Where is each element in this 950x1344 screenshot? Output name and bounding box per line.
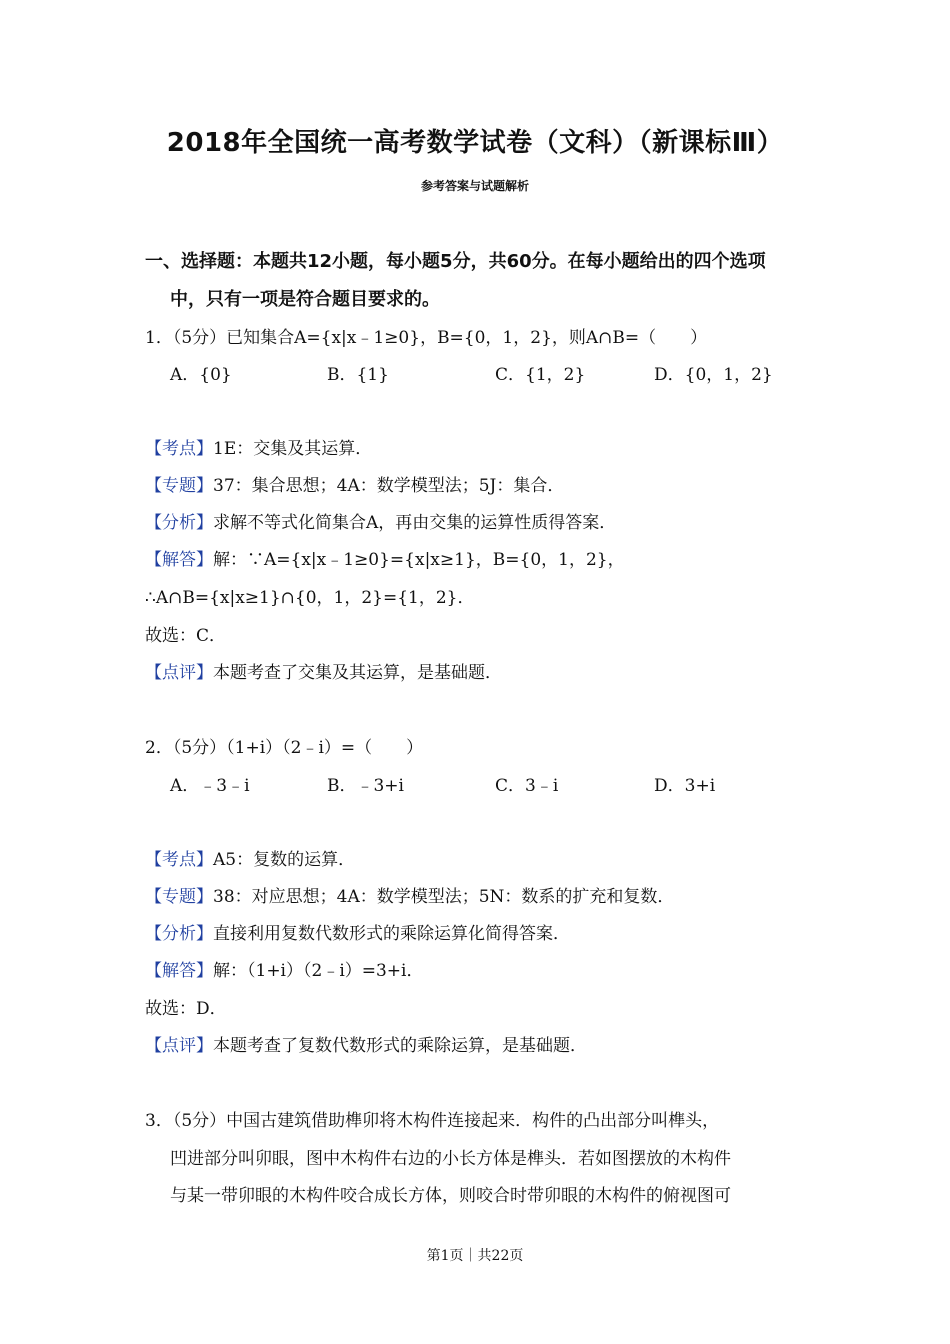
- q1-fenxi-text: 求解不等式化简集合A，再由交集的运算性质得答案．: [213, 513, 617, 533]
- q2-dianping-text: 本题考查了复数代数形式的乘除运算，是基础题．: [213, 1036, 587, 1056]
- q1-kaodian: [145, 434, 372, 459]
- q1-kaodian-text: 1E：交集及其运算．: [213, 439, 373, 459]
- q1-dianping: [145, 658, 502, 683]
- q1-jieda: [145, 545, 625, 570]
- q1-jieda-line2: ∴A∩B={x|x≥1}∩{0，1，2}={1，2}．: [145, 588, 475, 608]
- q1-stem: 1．（5分）已知集合A={x|x﹣1≥0}，B={0，1，2}，则A∩B=（ ）: [145, 328, 708, 348]
- q2-zhuanti-tag: 【专题】: [145, 887, 213, 907]
- q2-jieda: [145, 956, 424, 981]
- q3-line2: 凹进部分叫卯眼，图中木构件右边的小长方体是榫头．若如图摆放的木构件: [170, 1149, 731, 1169]
- q2-jieda-text: 解：（1+i）（2﹣i）=3+i．: [213, 961, 424, 981]
- q1-option-c: C．{1，2}: [495, 365, 586, 385]
- q2-zhuanti-text: 38：对应思想；4A：数学模型法；5N：数系的扩充和复数．: [213, 887, 675, 907]
- q2-option-a: A．﹣3﹣i: [170, 776, 250, 796]
- q1-jieda-tag: 【解答】: [145, 550, 213, 570]
- q2-kaodian: [145, 845, 355, 870]
- q1-zhuanti: [145, 471, 564, 496]
- q1-zhuanti-text: 37：集合思想；4A：数学模型法；5J：集合．: [213, 476, 565, 496]
- q1-dianping-tag: 【点评】: [145, 663, 213, 683]
- section-heading-line2: 中，只有一项是符合题目要求的。: [170, 289, 440, 310]
- q2-stem: 2．（5分）（1+i）（2﹣i）=（ ）: [145, 738, 424, 758]
- q2-kaodian-tag: 【考点】: [145, 850, 213, 870]
- q1-fenxi: [145, 508, 616, 533]
- page-title: 2018年全国统一高考数学试卷（文科）（新课标Ⅲ）: [166, 128, 784, 158]
- q2-option-b: B．﹣3+i: [327, 776, 404, 796]
- q2-option-c: C．3﹣i: [495, 776, 559, 796]
- q3-line3: 与某一带卯眼的木构件咬合成长方体，则咬合时带卯眼的木构件的俯视图可: [170, 1186, 731, 1206]
- q2-zhuanti: [145, 882, 674, 907]
- page-subtitle: 参考答案与试题解析: [420, 179, 529, 193]
- q2-fenxi: [145, 919, 570, 944]
- q3-line1: 3．（5分）中国古建筑借助榫卯将木构件连接起来．构件的凸出部分叫榫头，: [145, 1111, 720, 1131]
- page-footer: 第1页｜共22页: [426, 1248, 524, 1264]
- q2-kaodian-text: A5：复数的运算．: [213, 850, 356, 870]
- q1-zhuanti-tag: 【专题】: [145, 476, 213, 496]
- q2-fenxi-tag: 【分析】: [145, 924, 213, 944]
- q2-dianping-tag: 【点评】: [145, 1036, 213, 1056]
- q1-jieda-text: 解：∵A={x|x﹣1≥0}={x|x≥1}，B={0，1，2}，: [213, 550, 625, 570]
- q1-dianping-text: 本题考查了交集及其运算，是基础题．: [213, 663, 502, 683]
- section-heading-line1: 一、选择题：本题共12小题，每小题5分，共60分。在每小题给出的四个选项: [145, 251, 766, 272]
- q1-option-a: A．{0}: [170, 365, 232, 385]
- q2-answer: 故选：D．: [145, 999, 227, 1019]
- q1-option-b: B．{1}: [327, 365, 389, 385]
- q1-answer: 故选：C．: [145, 626, 227, 646]
- q2-dianping: [145, 1031, 587, 1056]
- q1-kaodian-tag: 【考点】: [145, 439, 213, 459]
- q2-jieda-tag: 【解答】: [145, 961, 213, 981]
- q2-option-d: D．3+i: [654, 776, 716, 796]
- q1-option-d: D．{0，1，2}: [654, 365, 773, 385]
- q1-fenxi-tag: 【分析】: [145, 513, 213, 533]
- q2-fenxi-text: 直接利用复数代数形式的乘除运算化简得答案．: [213, 924, 570, 944]
